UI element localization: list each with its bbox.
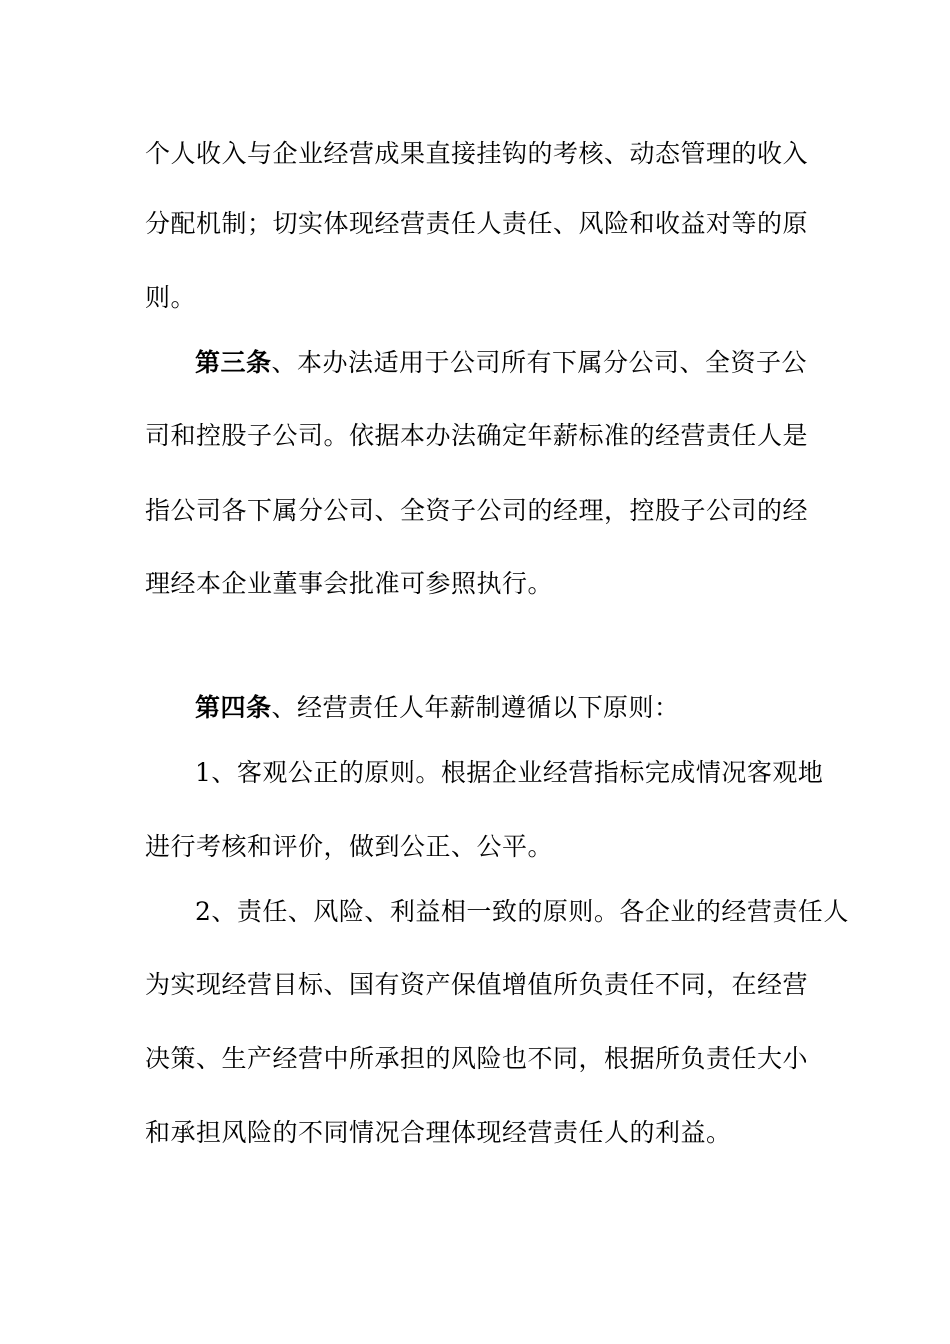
item-2-line-1: 2、责任、风险、利益相一致的原则。各企业的经营责任人	[195, 897, 849, 926]
article-4-line-1	[195, 688, 810, 728]
item-2-line-2: 为实现经营目标、国有资产保值增值所负责任不同，在经营	[145, 970, 809, 999]
paragraph-1-line-1: 个人收入与企业经营成果直接挂钩的考核、动态管理的收入	[145, 139, 809, 168]
article-3-text: 、本办法适用于公司所有下属分公司、全资子公	[271, 348, 808, 377]
article-4-heading: 第四条	[195, 693, 272, 722]
article-3-line-4: 理经本企业董事会批准可参照执行。	[145, 569, 554, 598]
item-2-line-4: 和承担风险的不同情况合理体现经营责任人的利益。	[145, 1118, 732, 1147]
item-1-line-2: 进行考核和评价，做到公正、公平。	[145, 832, 554, 861]
article-3-line-2: 司和控股子公司。依据本办法确定年薪标准的经营责任人是	[145, 421, 809, 450]
item-1-line-1: 1、客观公正的原则。根据企业经营指标完成情况客观地	[195, 758, 824, 787]
item-2-line-3: 决策、生产经营中所承担的风险也不同，根据所负责任大小	[145, 1044, 809, 1073]
article-3-heading: 第三条	[195, 348, 272, 377]
article-3-line-3: 指公司各下属分公司、全资子公司的经理，控股子公司的经	[145, 496, 809, 525]
article-3-line-1	[195, 343, 810, 383]
article-4-text: 、经营责任人年薪制遵循以下原则：	[271, 693, 680, 722]
paragraph-1-line-3: 则。	[145, 283, 197, 312]
paragraph-1-line-2: 分配机制；切实体现经营责任人责任、风险和收益对等的原	[145, 209, 809, 238]
